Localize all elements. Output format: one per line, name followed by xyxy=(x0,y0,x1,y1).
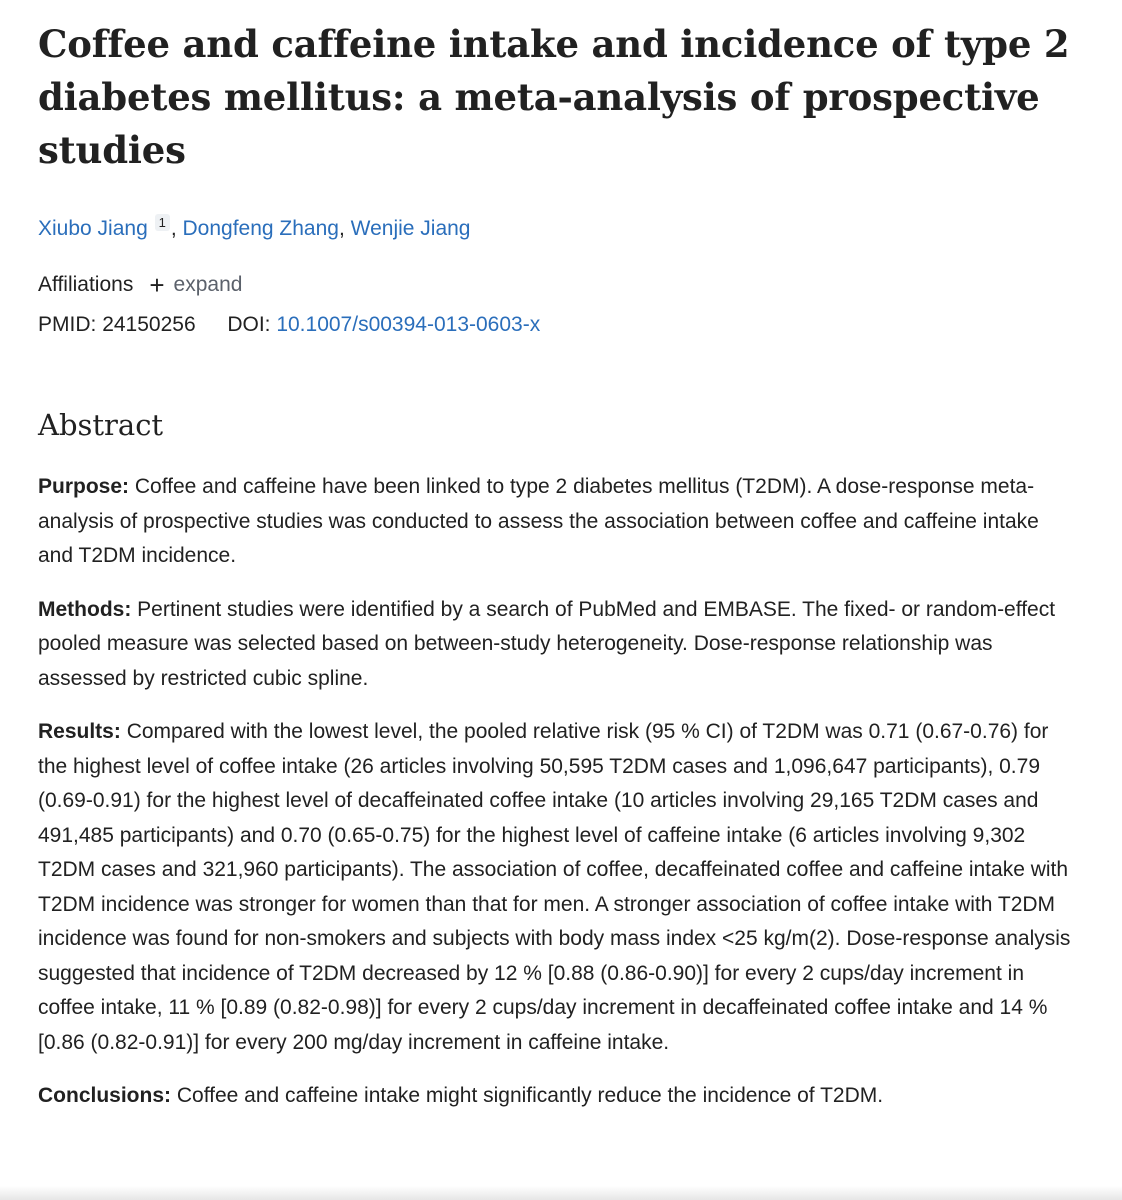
abstract-results xyxy=(38,715,1078,1060)
abstract-methods xyxy=(38,593,1078,697)
author-link-xiubo-jiang[interactable]: Xiubo Jiang xyxy=(38,217,148,240)
plus-icon: + xyxy=(149,270,165,300)
bottom-edge-shadow xyxy=(0,1186,1122,1200)
expand-label: expand xyxy=(173,273,243,296)
author-separator: , xyxy=(170,217,183,240)
conclusions-label: Conclusions: xyxy=(38,1084,172,1107)
pmid-label: PMID: xyxy=(38,313,97,336)
author-link-dongfeng-zhang[interactable]: Dongfeng Zhang xyxy=(182,217,339,240)
author-list xyxy=(38,215,1078,243)
results-label: Results: xyxy=(38,720,121,743)
identifiers-row xyxy=(38,311,1078,339)
affiliations-label: Affiliations xyxy=(38,273,134,296)
abstract-heading: Abstract xyxy=(38,408,164,442)
purpose-label: Purpose: xyxy=(38,475,130,498)
abstract-conclusions xyxy=(38,1079,1078,1114)
doi-link[interactable]: 10.1007/s00394-013-0603-x xyxy=(276,313,541,336)
conclusions-text: Coffee and caffeine intake might significantly reduce the incidence of T2DM. xyxy=(171,1084,884,1107)
author-link-wenjie-jiang[interactable]: Wenjie Jiang xyxy=(350,217,471,240)
methods-label: Methods: xyxy=(38,597,132,621)
article-title: Coffee and caffeine intake and incidence of type 2 diabetes mellitus: a meta-analysis of prospective studies xyxy=(38,22,1070,172)
methods-text: Pertinent studies were identified by a search of PubMed and EMBASE. The fixed- or random-effect pooled measure was selected based on between-study heterogeneity. Dose-response relationship was assessed by restricted cubic spline. xyxy=(38,597,1056,690)
abstract-purpose xyxy=(38,470,1078,574)
article-page xyxy=(38,18,1078,1114)
affiliations-expand-button[interactable] xyxy=(149,271,242,299)
pmid-value: 24150256 xyxy=(102,313,196,336)
purpose-text: Coffee and caffeine have been linked to type 2 diabetes mellitus (T2DM). A dose-response meta-analysis of prospective studies was conducted to assess the association between coffee and caffeine intake and T2DM incidence. xyxy=(38,475,1039,567)
affiliation-marker[interactable]: 1 xyxy=(155,214,170,231)
affiliations-row xyxy=(38,271,1078,299)
author-separator: , xyxy=(338,217,351,240)
results-text: Compared with the lowest level, the pooled relative risk (95 % CI) of T2DM was 0.71 (0.67-0.76) for the highest level of coffee intake (26 articles involving 50,595 T2DM cases and 1,096,647 participants), 0.79 (0.69-0.91) for the highest level of decaffeinated coffee intake (10 articles involving 29,165 T2DM cases and 491,485 participants) and 0.70 (0.65-0.75) for the highest level of caffeine intake (6 articles involving 9,302 T2DM cases and 321,960 participants). The association of coffee, decaffeinated coffee and caffeine intake with T2DM incidence was stronger for women than that for men. A stronger association of coffee intake with T2DM incidence was found for non-smokers and subjects with body mass index <25 kg/m(2). Dose-response analysis suggested that incidence of T2DM decreased by 12 % [0.88 (0.86-0.90)] for every 2 cups/day increment in coffee intake, 11 % [0.89 (0.82-0.98)] for every 2 cups/day increment in decaffeinated coffee intake and 14 % [0.86 (0.82-0.91)] for every 200 mg/day increment in caffeine intake. xyxy=(38,720,1071,1054)
doi-label: DOI: xyxy=(227,313,271,336)
